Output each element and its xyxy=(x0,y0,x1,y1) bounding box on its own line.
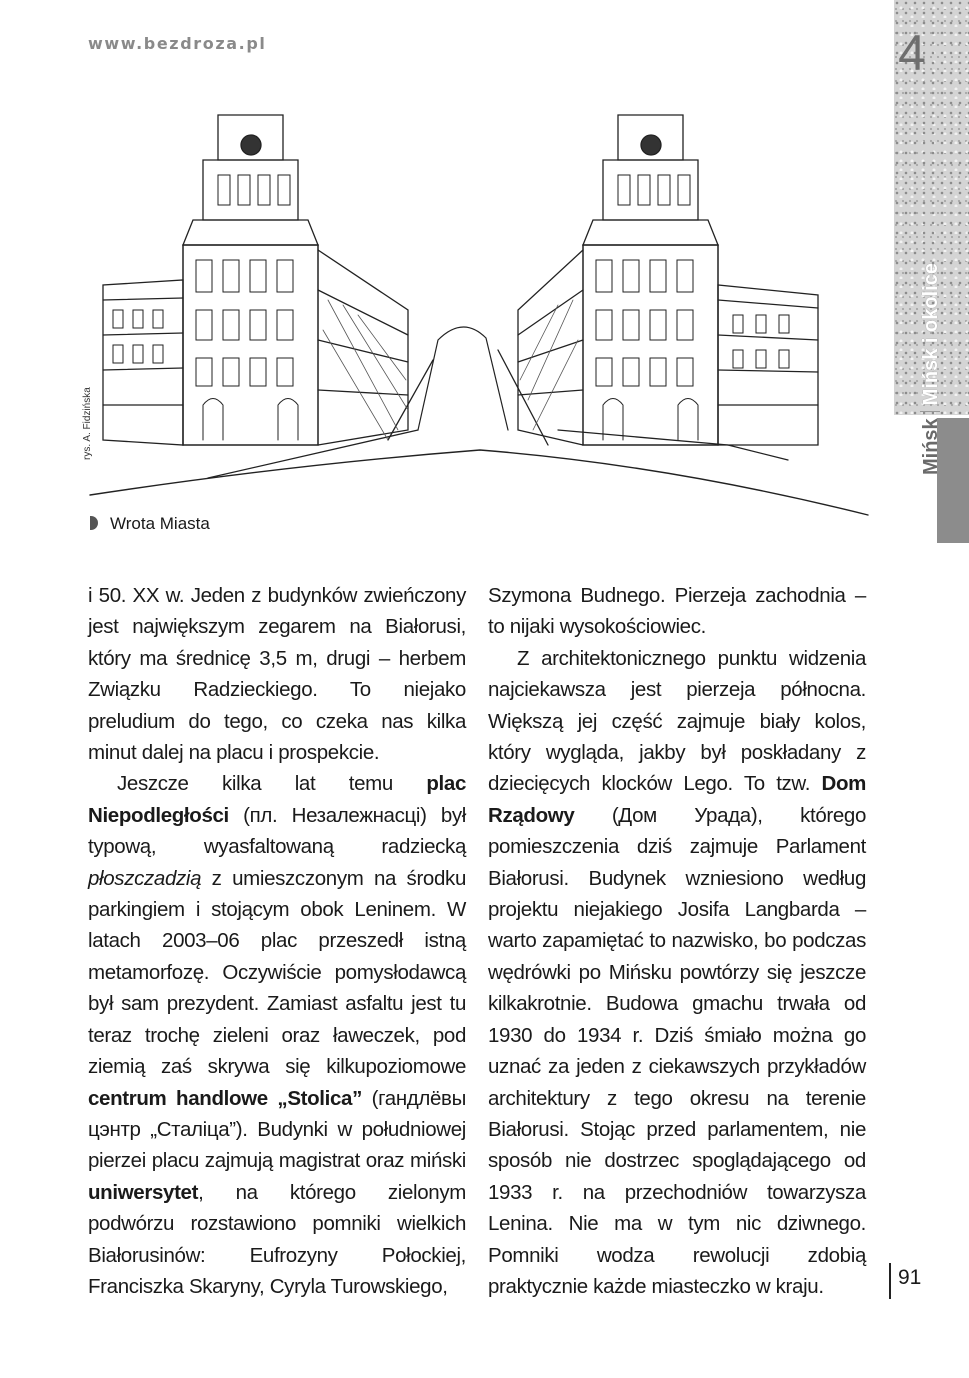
caption-text: Wrota Miasta xyxy=(110,514,210,533)
bold-term: centrum handlowe „Stolica” xyxy=(88,1086,362,1110)
bold-term: Dom Rządowy xyxy=(488,772,866,827)
bold-term: plac Niepodległości xyxy=(88,772,466,827)
paragraph: Szymona Budnego. Pierzeja zachodnia – to nijaki wysokościowiec. xyxy=(488,584,866,639)
page-number: 91 xyxy=(898,1266,922,1289)
italic-term: płoszczadzią xyxy=(88,866,202,890)
bold-term: uniwersytet xyxy=(88,1180,199,1204)
right-column xyxy=(488,580,866,1302)
left-column xyxy=(88,580,466,1302)
city-gates-illustration xyxy=(88,100,873,525)
paragraph: Z architektonicznego punktu widzenia najciekawsza jest pierzeja północna. Większą jej część zajmuje biały kolos, który wygląda, jakby był poskładany z dziecięcych klocków Lego. To tzw. Dom Rządowy (Дом Урада), którego pomieszczenia dziś zajmuje Parlament Białorusi. Budynek wzniesiono według projektu niejakiego Josifa Langbarda – warto zapamiętać to nazwisko, bo podczas wędrówki po Mińsku powtórzy się jeszcze kilkakrotnie. Budowa gmachu trwała od 1930 do 1934 r. Dziś śmiało można go uznać za jeden z ciekawszych przykładów architektury z tego okresu na terenie Białorusi. Stojąc przed parlamentem, nie sposób nie dostrzec spoglądającego od 1933 r. na przechodniów towarzysza Lenina. Nie ma w tym nic dziwnego. Pomniki wodza rewolucji zdobią praktycznie każde miasteczko w kraju. xyxy=(488,646,866,1298)
paragraph: i 50. XX w. Jeden z budynków zwieńczony jest największym zegarem na Białorusi, który ma średnicę 3,5 m, drugi – herbem Związku Radzieckiego. To niejako preludium do tego, co czeka nas kilka minut dalej na placu i prospekcie. xyxy=(88,584,466,765)
section-name: Mińsk xyxy=(920,418,942,475)
section-label xyxy=(920,263,943,475)
figure-caption xyxy=(90,514,210,534)
chapter-number: 4 xyxy=(898,25,926,81)
caption-marker-icon xyxy=(90,516,98,530)
paragraph: Jeszcze kilka lat temu plac Niepodległości (пл. Незалежнасці) był typową, wyasfaltowaną radziecką płoszczadzią z umieszczonym na środku parkingiem i stojącym obok Leninem. W latach 2003–06 plac przeszedł istną metamorfozę. Oczywiście pomysłodawcą był sam prezydent. Zamiast asfaltu jest tu teraz trochę zieleni oraz ławeczek, pod ziemią zaś skrywa się kilkupoziomowe centrum handlowe „Stolica” (гандлёвы цэнтр „Сталіца”). Budynki w południowej pierzei placu zajmują magistrat oraz miński uniwersytet, na którego zielonym podwórzu rozstawiono pomniki wielkich Białorusinów: Eufrozyny Połockiej, Franciszka Skaryny, Cyryla Turowskiego, xyxy=(88,772,466,1298)
website-url: www.bezdroza.pl xyxy=(88,34,267,53)
subsection-name: Mińsk i okolice xyxy=(920,263,942,406)
illustration-credit: rys. A. Fidzińska xyxy=(82,387,93,460)
section-divider xyxy=(920,411,940,412)
page-number-rule xyxy=(889,1263,891,1299)
